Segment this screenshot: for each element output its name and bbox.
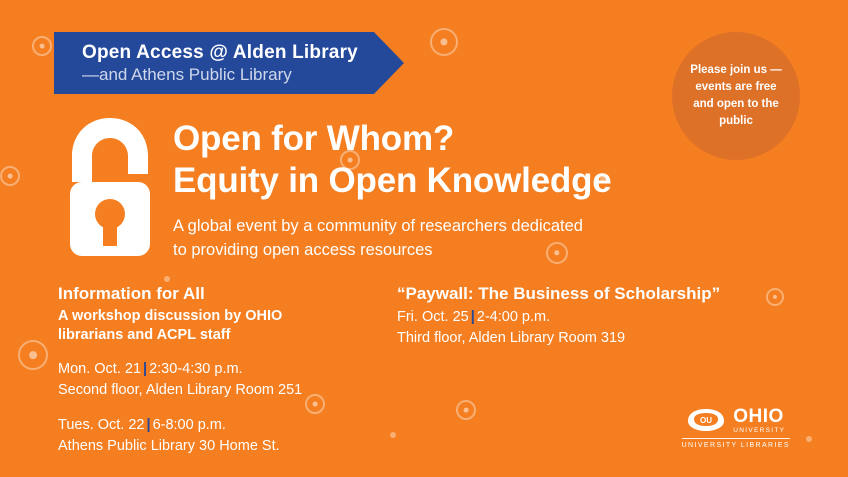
subheadline-line-2: to providing open access resources [173, 241, 433, 259]
decorative-open-access-ring-icon [430, 28, 458, 56]
event-datetime [58, 415, 388, 436]
event-separator: | [470, 309, 475, 325]
event-separator: | [143, 361, 148, 377]
join-us-badge [672, 32, 800, 160]
event-entry [397, 307, 817, 349]
logo-university-text: UNIVERSITY [733, 426, 786, 434]
logo-row [682, 407, 790, 435]
headline-line-2: Equity in Open Knowledge [173, 161, 612, 200]
event-location: Athens Public Library 30 Home St. [58, 438, 280, 454]
event-time: 6-8:00 p.m. [152, 417, 226, 433]
event-datetime [397, 307, 817, 328]
logo-divider [682, 438, 790, 439]
ring-dot [29, 351, 37, 359]
subheadline-line-1: A global event by a community of researchers dedicated [173, 217, 583, 235]
banner-title: Open Access @ Alden Library [82, 41, 358, 63]
right-column-title: “Paywall: The Business of Scholarship” [397, 284, 721, 303]
svg-text:OU: OU [700, 416, 713, 426]
event-entry [58, 415, 388, 457]
decorative-dot [164, 276, 170, 282]
event-time: 2-4:00 p.m. [476, 309, 551, 325]
logo-unit-text: UNIVERSITY LIBRARIES [681, 442, 790, 449]
banner-subtitle: —and Athens Public Library [82, 64, 292, 84]
left-column-subtitle-line-2: librarians and ACPL staff [58, 327, 231, 343]
left-column-subtitle-line-1: A workshop discussion by OHIO [58, 308, 283, 324]
decorative-open-access-ring-icon [18, 340, 48, 370]
event-date: Mon. Oct. 21 [58, 361, 142, 377]
ohio-university-libraries-logo [682, 407, 790, 450]
open-access-lock-icon [62, 112, 158, 262]
left-column-title: Information for All [58, 284, 205, 303]
ohio-university-bobcat-logo-icon [686, 407, 726, 433]
event-entry [58, 359, 388, 401]
event-time: 2:30-4:30 p.m. [149, 361, 243, 377]
ring-dot [464, 408, 469, 413]
decorative-dot [390, 432, 396, 438]
event-location: Third floor, Alden Library Room 319 [397, 330, 626, 346]
headline-block [173, 118, 612, 262]
ring-dot [40, 44, 45, 49]
logo-wordmark [733, 407, 785, 435]
ring-dot [440, 38, 447, 45]
headline-line-1: Open for Whom? [173, 119, 455, 158]
event-location: Second floor, Alden Library Room 251 [58, 382, 303, 398]
banner-body [54, 32, 374, 94]
event-banner [54, 32, 404, 94]
ring-dot [8, 174, 13, 179]
left-column [58, 283, 388, 457]
event-date: Tues. Oct. 22 [58, 417, 145, 433]
logo-ohio-text: OHIO [733, 405, 784, 427]
join-us-badge-text: Please join us — events are free and open to the public [690, 64, 782, 127]
right-column [397, 283, 817, 349]
decorative-open-access-ring-icon [32, 36, 52, 56]
event-datetime [58, 359, 388, 380]
event-date: Fri. Oct. 25 [397, 309, 469, 325]
banner-arrow-shape [374, 32, 404, 94]
decorative-open-access-ring-icon [0, 166, 20, 186]
decorative-dot [806, 436, 812, 442]
event-separator: | [146, 417, 151, 433]
decorative-open-access-ring-icon [456, 400, 476, 420]
